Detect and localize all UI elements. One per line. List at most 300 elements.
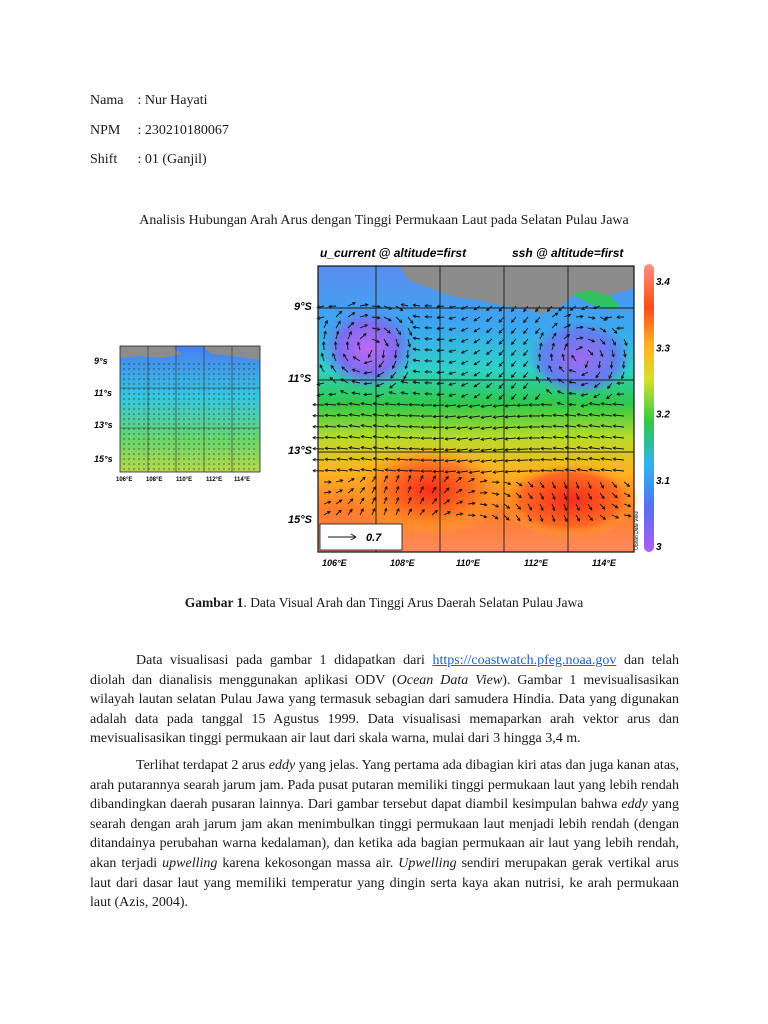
small-vector-dot	[208, 398, 209, 399]
small-vector-dot	[148, 438, 149, 439]
small-vector-dot	[233, 363, 234, 364]
small-vector-dot	[188, 418, 189, 419]
small-vector-dot	[208, 443, 209, 444]
small-vector-dot	[123, 438, 124, 439]
small-vector-dot	[183, 443, 184, 444]
small-vector-dot	[178, 468, 179, 469]
small-vector-dot	[153, 418, 154, 419]
shift-value: : 01 (Ganjil)	[137, 152, 207, 167]
small-vector-dot	[188, 423, 189, 424]
small-vector-dot	[233, 428, 234, 429]
small-vector-dot	[248, 408, 249, 409]
small-vector-dot	[123, 428, 124, 429]
small-vector-dot	[213, 368, 214, 369]
p2-eddy-2: eddy	[621, 797, 648, 813]
small-vector-dot	[223, 403, 224, 404]
small-vector-dot	[168, 393, 169, 394]
small-vector-dot	[183, 363, 184, 364]
small-vector-dot	[233, 423, 234, 424]
small-vector-dot	[163, 398, 164, 399]
xtick-112e: 112°E	[524, 558, 548, 568]
npm-label: NPM	[90, 123, 121, 138]
small-vector-dot	[208, 388, 209, 389]
small-vector-dot	[218, 363, 219, 364]
small-vector-dot	[133, 418, 134, 419]
small-vector-dot	[228, 433, 229, 434]
small-vector-dot	[213, 393, 214, 394]
small-vector-dot	[123, 393, 124, 394]
ytick-11s: 11°S	[288, 373, 312, 385]
small-vector-dot	[188, 428, 189, 429]
small-vector-dot	[153, 393, 154, 394]
small-vector-dot	[193, 408, 194, 409]
small-vector-dot	[208, 393, 209, 394]
xtick-108e: 108°E	[390, 558, 415, 568]
small-vector-dot	[188, 433, 189, 434]
small-vector-dot	[148, 378, 149, 379]
small-vector-dot	[158, 413, 159, 414]
small-vector-dot	[168, 413, 169, 414]
current-vector-arrow	[517, 416, 528, 417]
small-vector-dot	[218, 383, 219, 384]
current-vector-arrow	[517, 438, 528, 439]
small-vector-dot	[168, 458, 169, 459]
small-vector-dot	[148, 458, 149, 459]
colorbar-tick-label: 3.4	[656, 277, 670, 288]
small-vector-dot	[223, 458, 224, 459]
small-vector-dot	[168, 428, 169, 429]
eddy-left-low	[320, 306, 416, 390]
small-vector-dot	[233, 373, 234, 374]
small-vector-dot	[213, 378, 214, 379]
small-vector-dot	[253, 373, 254, 374]
small-vector-dot	[143, 433, 144, 434]
small-vector-dot	[173, 373, 174, 374]
small-vector-dot	[168, 438, 169, 439]
small-vector-dot	[143, 388, 144, 389]
small-vector-dot	[163, 428, 164, 429]
small-vector-dot	[168, 453, 169, 454]
small-vector-dot	[173, 458, 174, 459]
small-vector-dot	[133, 383, 134, 384]
p1-app-name: Ocean Data View	[396, 672, 503, 688]
colorbar-tick-label: 3.3	[656, 343, 670, 355]
small-vector-dot	[243, 423, 244, 424]
small-vector-dot	[143, 463, 144, 464]
small-vector-dot	[248, 468, 249, 469]
odv-watermark: Ocean Data View	[634, 511, 640, 550]
small-vector-dot	[248, 448, 249, 449]
small-vector-dot	[183, 393, 184, 394]
small-vector-dot	[233, 438, 234, 439]
small-vector-dot	[138, 463, 139, 464]
small-vector-dot	[133, 398, 134, 399]
small-vector-dot	[238, 368, 239, 369]
small-vector-dot	[233, 448, 234, 449]
caption-label: Gambar 1	[184, 595, 244, 610]
small-vector-dot	[143, 453, 144, 454]
small-vector-dot	[148, 413, 149, 414]
small-map-svg	[92, 344, 264, 484]
small-vector-dot	[193, 393, 194, 394]
small-vector-dot	[253, 423, 254, 424]
small-vector-dot	[248, 433, 249, 434]
small-xtick-114: 114°E	[234, 477, 251, 483]
small-vector-dot	[163, 378, 164, 379]
small-vector-dot	[158, 363, 159, 364]
small-vector-dot	[173, 463, 174, 464]
small-vector-dot	[158, 448, 159, 449]
small-vector-dot	[213, 463, 214, 464]
small-vector-dot	[208, 408, 209, 409]
small-vector-dot	[238, 408, 239, 409]
small-vector-dot	[148, 403, 149, 404]
small-vector-dot	[238, 378, 239, 379]
small-vector-dot	[153, 433, 154, 434]
small-vector-dot	[188, 463, 189, 464]
small-vector-dot	[198, 453, 199, 454]
small-vector-dot	[213, 438, 214, 439]
small-vector-dot	[208, 378, 209, 379]
small-vector-dot	[223, 408, 224, 409]
small-vector-dot	[253, 433, 254, 434]
small-vector-dot	[243, 448, 244, 449]
small-vector-dot	[128, 443, 129, 444]
small-vector-dot	[243, 363, 244, 364]
small-vector-dot	[158, 373, 159, 374]
small-vector-dot	[243, 383, 244, 384]
small-vector-dot	[208, 373, 209, 374]
map-title-ssh: ssh @ altitude=first	[512, 246, 624, 260]
noaa-link[interactable]: https://coastwatch.pfeg.noaa.gov	[432, 653, 617, 668]
small-vector-dot	[133, 368, 134, 369]
small-vector-dot	[188, 363, 189, 364]
small-vector-dot	[188, 413, 189, 414]
small-vector-dot	[198, 463, 199, 464]
small-xtick-110: 110°E	[176, 477, 193, 483]
small-vector-dot	[133, 438, 134, 439]
small-vector-dot	[198, 423, 199, 424]
small-vector-dot	[123, 403, 124, 404]
small-vector-dot	[248, 393, 249, 394]
small-map-figure	[92, 344, 264, 484]
small-vector-dot	[188, 383, 189, 384]
small-vector-dot	[153, 388, 154, 389]
p2-part4: karena kekosongan massa air.	[217, 855, 399, 871]
small-vector-dot	[228, 418, 229, 419]
small-vector-dot	[198, 388, 199, 389]
small-vector-dot	[183, 468, 184, 469]
small-vector-dot	[123, 423, 124, 424]
small-vector-dot	[178, 433, 179, 434]
small-vector-dot	[173, 428, 174, 429]
xtick-106e: 106°E	[322, 558, 347, 568]
p2-part5: sendiri merupakan gerak vertikal arus laut dari dasar laut yang memiliki temperatur yang dingin serta kaya akan nutrisi, ke arah permukaan laut (Azis, 2004).	[90, 855, 679, 911]
small-vector-dot	[148, 368, 149, 369]
small-vector-dot	[198, 413, 199, 414]
small-vector-dot	[218, 378, 219, 379]
small-vector-dot	[208, 418, 209, 419]
small-vector-dot	[228, 453, 229, 454]
small-vector-dot	[193, 378, 194, 379]
small-vector-dot	[178, 413, 179, 414]
small-vector-dot	[213, 413, 214, 414]
small-vector-dot	[173, 468, 174, 469]
small-vector-dot	[253, 363, 254, 364]
small-vector-dot	[238, 403, 239, 404]
small-vector-dot	[238, 428, 239, 429]
colorbar-tick-label: 3.1	[656, 475, 670, 487]
small-vector-dot	[198, 438, 199, 439]
small-vector-dot	[238, 413, 239, 414]
small-vector-dot	[153, 443, 154, 444]
small-vector-dot	[153, 453, 154, 454]
small-vector-dot	[138, 393, 139, 394]
small-vector-dot	[243, 433, 244, 434]
small-vector-dot	[238, 383, 239, 384]
current-vector-arrow	[541, 470, 552, 471]
small-vector-dot	[158, 468, 159, 469]
small-vector-dot	[198, 378, 199, 379]
small-vector-dot	[248, 428, 249, 429]
small-vector-dot	[173, 423, 174, 424]
small-vector-dot	[133, 428, 134, 429]
paragraph-1	[90, 651, 679, 749]
small-vector-dot	[138, 443, 139, 444]
small-vector-dot	[138, 388, 139, 389]
small-vector-dot	[123, 413, 124, 414]
small-vector-dot	[243, 468, 244, 469]
small-vector-dot	[143, 428, 144, 429]
small-vector-dot	[163, 403, 164, 404]
small-vector-dot	[223, 463, 224, 464]
small-vector-dot	[128, 448, 129, 449]
small-vector-dot	[153, 378, 154, 379]
small-ytick-11: 11°s	[94, 388, 112, 398]
small-vector-dot	[128, 368, 129, 369]
small-vector-dot	[163, 433, 164, 434]
small-vector-dot	[243, 393, 244, 394]
small-vector-dot	[188, 443, 189, 444]
small-vector-dot	[248, 403, 249, 404]
ytick-13s: 13°S	[288, 445, 312, 457]
small-vector-dot	[193, 463, 194, 464]
small-vector-dot	[198, 373, 199, 374]
small-vector-dot	[148, 433, 149, 434]
small-vector-dot	[238, 398, 239, 399]
small-vector-dot	[128, 438, 129, 439]
small-vector-dot	[133, 423, 134, 424]
small-vector-dot	[218, 388, 219, 389]
small-vector-dot	[173, 398, 174, 399]
small-vector-dot	[133, 468, 134, 469]
small-vector-dot	[173, 443, 174, 444]
small-vector-dot	[178, 463, 179, 464]
small-vector-dot	[163, 453, 164, 454]
small-vector-dot	[143, 393, 144, 394]
small-xtick-108: 108°E	[146, 477, 163, 483]
small-vector-dot	[208, 448, 209, 449]
small-vector-dot	[223, 363, 224, 364]
colorbar-ticks	[656, 277, 670, 553]
small-vector-dot	[243, 428, 244, 429]
small-vector-dot	[173, 453, 174, 454]
small-vector-dot	[173, 388, 174, 389]
small-vector-dot	[178, 378, 179, 379]
small-vector-dot	[153, 428, 154, 429]
small-vector-dot	[218, 443, 219, 444]
small-vector-dot	[158, 428, 159, 429]
small-vector-dot	[198, 448, 199, 449]
small-vector-dot	[198, 383, 199, 384]
small-vector-dot	[218, 368, 219, 369]
small-vector-dot	[183, 373, 184, 374]
small-vector-dot	[153, 413, 154, 414]
small-vector-dot	[223, 448, 224, 449]
small-vector-dot	[158, 393, 159, 394]
small-vector-dot	[153, 463, 154, 464]
small-vector-dot	[248, 443, 249, 444]
small-vector-dot	[193, 443, 194, 444]
small-vector-dot	[183, 423, 184, 424]
small-vector-dot	[188, 458, 189, 459]
small-vector-dot	[133, 453, 134, 454]
small-vector-dot	[163, 388, 164, 389]
small-vector-dot	[173, 408, 174, 409]
small-vector-dot	[143, 418, 144, 419]
small-vector-dot	[153, 423, 154, 424]
small-vector-dot	[228, 393, 229, 394]
small-vector-dot	[183, 463, 184, 464]
small-vector-dot	[213, 403, 214, 404]
small-vector-dot	[188, 398, 189, 399]
small-xtick-112: 112°E	[206, 477, 223, 483]
small-vector-dot	[193, 403, 194, 404]
small-vector-dot	[213, 443, 214, 444]
p1-text-c: ). Gambar 1 mevisualisasikan wilayah lautan selatan Pulau Jawa yang termasuk sebagian dari samudera Hindia. Data yang digunakan adalah data pada tanggal 15 Agustus 1999. Data visualisasi memaparkan arah vektor arus dan mevisualisasikan tinggi permukaan air laut dari skala warna, mulai dari 3 hingga 3,4 m.	[90, 672, 680, 747]
small-vector-dot	[123, 383, 124, 384]
small-vector-dot	[233, 413, 234, 414]
small-vector-dot	[243, 378, 244, 379]
small-vector-dot	[233, 468, 234, 469]
small-vector-dot	[163, 363, 164, 364]
small-vector-dot	[123, 363, 124, 364]
small-vector-dot	[228, 363, 229, 364]
small-vector-dot	[183, 403, 184, 404]
small-vector-dot	[248, 423, 249, 424]
small-vector-dot	[248, 458, 249, 459]
small-vector-dot	[253, 463, 254, 464]
small-vector-dot	[198, 403, 199, 404]
small-vector-dot	[223, 433, 224, 434]
small-vector-dot	[223, 468, 224, 469]
small-vector-dot	[233, 398, 234, 399]
small-vector-dot	[148, 428, 149, 429]
small-vector-dot	[248, 413, 249, 414]
small-vector-dot	[168, 403, 169, 404]
small-vector-dot	[208, 463, 209, 464]
small-vector-dot	[213, 388, 214, 389]
small-vector-dot	[128, 393, 129, 394]
small-vector-dot	[223, 453, 224, 454]
current-vector-arrow	[517, 460, 528, 461]
small-vector-dot	[233, 463, 234, 464]
small-vector-dot	[198, 458, 199, 459]
small-vector-dot	[173, 438, 174, 439]
small-vector-dot	[153, 368, 154, 369]
small-vector-dot	[243, 443, 244, 444]
small-vector-dot	[183, 453, 184, 454]
small-vector-dot	[213, 423, 214, 424]
small-vector-dot	[183, 368, 184, 369]
small-vector-dot	[208, 428, 209, 429]
small-vector-dot	[158, 418, 159, 419]
small-vector-dot	[213, 418, 214, 419]
small-vector-dot	[248, 418, 249, 419]
small-vector-dot	[243, 408, 244, 409]
small-vector-dot	[128, 453, 129, 454]
small-vector-dot	[128, 363, 129, 364]
small-vector-dot	[158, 433, 159, 434]
p1-text-a: Data visualisasi pada gambar 1 didapatkan dari	[136, 653, 433, 668]
ytick-15s: 15°S	[288, 514, 312, 526]
small-vector-dot	[193, 428, 194, 429]
small-vector-dot	[178, 373, 179, 374]
small-vector-dot	[173, 403, 174, 404]
small-vector-dot	[253, 368, 254, 369]
small-vector-dot	[128, 433, 129, 434]
small-vector-dot	[243, 458, 244, 459]
small-vector-dot	[138, 403, 139, 404]
small-vector-dot	[243, 453, 244, 454]
small-vector-dot	[133, 403, 134, 404]
small-vector-dot	[148, 418, 149, 419]
small-vector-dot	[228, 458, 229, 459]
small-vector-dot	[253, 418, 254, 419]
small-vector-dot	[143, 413, 144, 414]
small-vector-dot	[123, 433, 124, 434]
small-vector-dot	[228, 398, 229, 399]
small-vector-dot	[183, 378, 184, 379]
name-row	[90, 92, 207, 110]
small-vector-dot	[163, 418, 164, 419]
small-vector-dot	[233, 388, 234, 389]
small-vector-dot	[228, 378, 229, 379]
small-vector-dot	[133, 373, 134, 374]
small-vector-dot	[138, 408, 139, 409]
small-vector-dot	[193, 433, 194, 434]
small-ytick-9: 9°s	[94, 356, 108, 366]
current-vector-arrow	[541, 415, 552, 416]
small-vector-dot	[158, 438, 159, 439]
small-vector-dot	[218, 458, 219, 459]
small-vector-dot	[213, 398, 214, 399]
small-vector-dot	[218, 468, 219, 469]
small-vector-dot	[163, 463, 164, 464]
small-vector-dot	[223, 418, 224, 419]
small-vector-dot	[198, 418, 199, 419]
small-vector-dot	[143, 438, 144, 439]
small-vector-dot	[183, 438, 184, 439]
small-vector-dot	[183, 448, 184, 449]
small-vector-dot	[128, 463, 129, 464]
small-vector-dot	[153, 458, 154, 459]
small-vector-dot	[178, 398, 179, 399]
small-vector-dot	[138, 418, 139, 419]
small-vector-dot	[248, 388, 249, 389]
small-vector-dot	[173, 413, 174, 414]
small-vector-dot	[138, 373, 139, 374]
